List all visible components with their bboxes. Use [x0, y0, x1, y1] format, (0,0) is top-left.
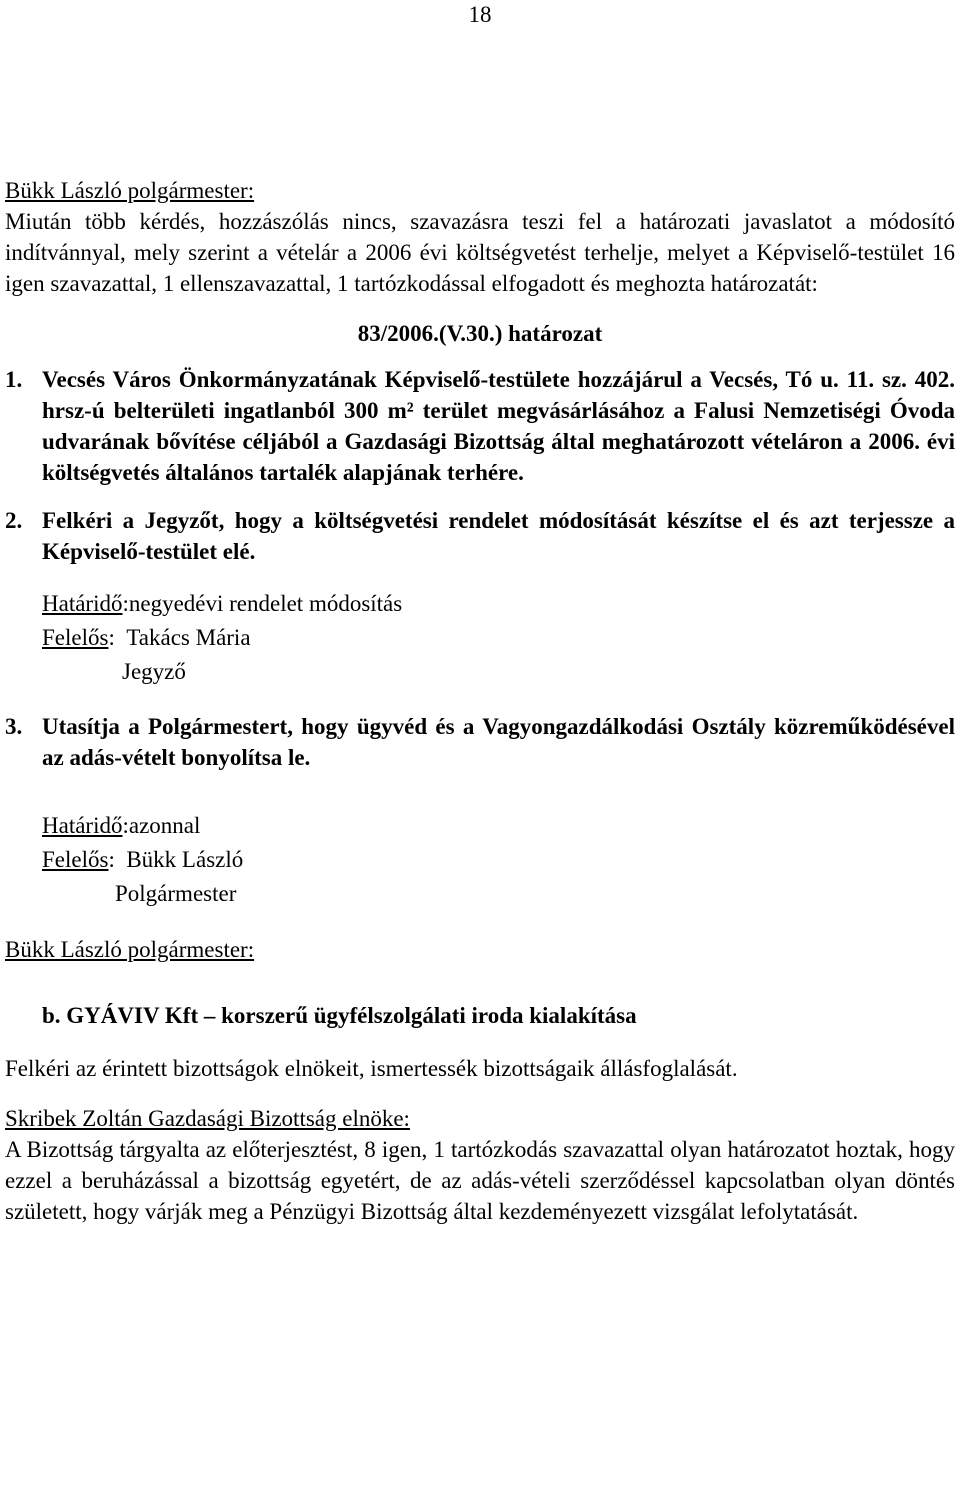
- responsible-name: Bükk László: [126, 847, 244, 872]
- page-content: [5, 175, 955, 1227]
- resolution-item: [5, 364, 955, 488]
- item-number: 2.: [5, 508, 23, 533]
- resolution-item: [5, 711, 955, 773]
- speaker-heading: Skribek Zoltán Gazdasági Bizottság elnöke:: [5, 1106, 410, 1131]
- resolution-title: 83/2006.(V.30.) határozat: [357, 321, 603, 346]
- responsible-label: Felelős: [42, 625, 109, 650]
- deadline-value: :azonnal: [122, 813, 201, 838]
- responsible-name: Takács Mária: [126, 625, 251, 650]
- item-number: 1.: [5, 367, 23, 392]
- speaker-heading: Bükk László polgármester:: [5, 178, 255, 203]
- item-number: 3.: [5, 714, 23, 739]
- deadline-line: [5, 588, 955, 619]
- responsible-line: [5, 622, 955, 653]
- agenda-heading: b. GYÁVIV Kft – korszerű ügyfélszolgálati iroda kialakítása: [42, 1003, 637, 1028]
- body-paragraph: Miután több kérdés, hozzászólás nincs, szavazásra teszi fel a határozati javaslatot a módosító indítvánnyal, mely szerint a vételár a 2006 évi költségvetést terhelje, melyet a Képviselő-testület 16 igen szavazattal, 1 ellenszavazattal, 1 tartózkodással elfogadott és meghozta határozatát:: [5, 209, 955, 296]
- responsible-line: [5, 844, 955, 875]
- responsible-colon: :: [108, 847, 115, 872]
- responsible-colon: :: [108, 625, 115, 650]
- responsible-label: Felelős: [42, 847, 109, 872]
- speaker-heading: Bükk László polgármester:: [5, 937, 255, 962]
- item-text: Vecsés Város Önkormányzatának Képviselő-testülete hozzájárul a Vecsés, Tó u. 11. sz. 402. hrsz-ú belterületi ingatlanból 300 m² terület megvásárlásához a Falusi Nemzetiségi Óvoda udvarának bővítése céljából a Gazdasági Bizottság által meghatározott vételáron a 2006. évi költségvetés általános tartalék alapjának terhére.: [42, 367, 955, 485]
- body-paragraph: Felkéri az érintett bizottságok elnökeit, ismertessék bizottságaik állásfoglalását.: [5, 1056, 738, 1081]
- deadline-value: :negyedévi rendelet módosítás: [122, 591, 403, 616]
- item-text: Felkéri a Jegyzőt, hogy a költségvetési rendelet módosítását készítse el és azt terjessze a Képviselő-testület elé.: [42, 508, 955, 564]
- resolution-item: [5, 505, 955, 567]
- deadline-label: Határidő: [42, 813, 123, 838]
- body-paragraph: A Bizottság tárgyalta az előterjesztést, 8 igen, 1 tartózkodás szavazattal olyan határozatot hoztak, hogy ezzel a beruházással a bizottság egyetért, de az adás-vételi szerződéssel kapcsolatban olyan döntés született, hogy várják meg a Pénzügyi Bizottság által kezdeményezett vizsgálat lefolytatását.: [5, 1137, 955, 1224]
- responsible-role: Jegyző: [122, 659, 186, 684]
- deadline-label: Határidő: [42, 591, 123, 616]
- responsible-role: Polgármester: [115, 881, 237, 906]
- deadline-line: [5, 810, 955, 841]
- page-number: 18: [468, 2, 492, 27]
- item-text: Utasítja a Polgármestert, hogy ügyvéd és a Vagyongazdálkodási Osztály közreműködésével az adás-vételt bonyolítsa le.: [42, 714, 955, 770]
